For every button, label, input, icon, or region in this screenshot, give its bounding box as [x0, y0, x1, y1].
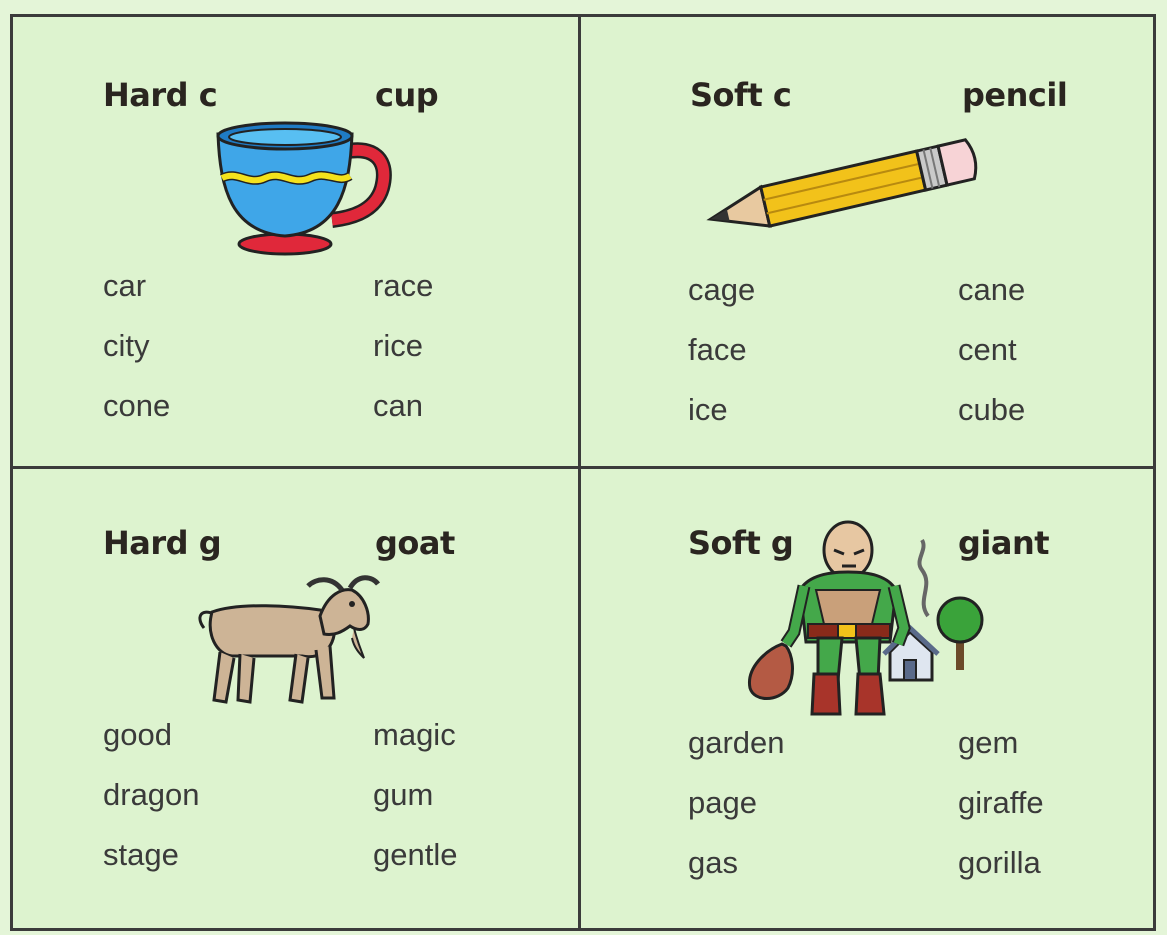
vertical-divider: [578, 14, 581, 931]
word: cage: [688, 272, 756, 307]
cell-label: Soft g: [688, 524, 794, 562]
word: race: [373, 268, 434, 303]
word: stage: [103, 837, 179, 872]
word: face: [688, 332, 747, 367]
word: cone: [103, 388, 171, 423]
cell-keyword: giant: [958, 524, 1050, 562]
word: garden: [688, 725, 785, 760]
word: rice: [373, 328, 423, 363]
pencil-icon: [700, 138, 990, 228]
word: cent: [958, 332, 1017, 367]
cell-keyword: pencil: [962, 76, 1068, 114]
word: magic: [373, 717, 456, 752]
word: ice: [688, 392, 728, 427]
horizontal-divider: [10, 466, 1156, 469]
cell-label: Hard c: [103, 76, 218, 114]
word: gas: [688, 845, 738, 880]
word: gorilla: [958, 845, 1041, 880]
cell-label: Hard g: [103, 524, 222, 562]
word: cane: [958, 272, 1026, 307]
cup-icon: [210, 120, 390, 260]
word: dragon: [103, 777, 200, 812]
word: giraffe: [958, 785, 1044, 820]
word: page: [688, 785, 757, 820]
word: gum: [373, 777, 434, 812]
word: can: [373, 388, 423, 423]
cell-keyword: goat: [375, 524, 455, 562]
word: city: [103, 328, 150, 363]
word: gentle: [373, 837, 458, 872]
cell-keyword: cup: [375, 76, 439, 114]
word: good: [103, 717, 172, 752]
word: gem: [958, 725, 1019, 760]
giant-icon: [738, 520, 998, 720]
word: car: [103, 268, 147, 303]
goat-icon: [192, 572, 382, 712]
cell-label: Soft c: [690, 76, 792, 114]
word: cube: [958, 392, 1026, 427]
